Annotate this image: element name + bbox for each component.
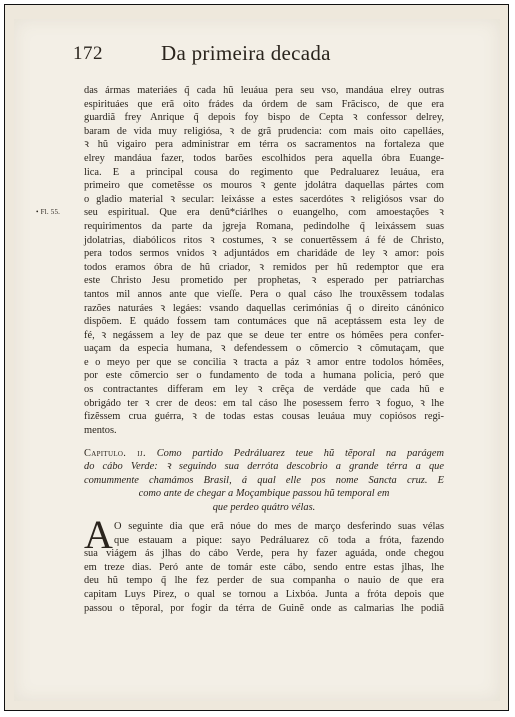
text-line: deu hũ tempo q̃ lhe fez perder de sua companha o nauio de que era bbox=[84, 575, 444, 587]
text-line: dispõem. E quádo fossem tam contumáces que nã aceptássem esta ley de bbox=[84, 316, 444, 328]
running-title: Da primeira decada bbox=[161, 41, 331, 65]
text-line: ꝛ hũ vigairo pera administrar em térra os sacramentos na fortaleza que bbox=[84, 139, 444, 151]
text-line: que estauam a pique: sayo Pedráluarez cõ toda a fróta, fazendo bbox=[114, 534, 444, 546]
text-line: tantos mil annos ante que vieſſe. Pera o qual cáso lhe trouxẽssem todalas bbox=[84, 288, 444, 300]
text-line: por este cõmercio ser o fundamento de toda a humana policia, peró que bbox=[84, 370, 444, 382]
body-paragraph-1 bbox=[84, 84, 444, 437]
text-line: pera todos sermos vnidos ꝛ adjuntádos em charidáde de ley ꝛ amor: pois bbox=[84, 248, 444, 260]
margin-note: • Fl. 55. bbox=[36, 208, 61, 216]
text-line: passou o tẽporal, por fogir da térra de Guinẽ onde as calmarias lhe podiã bbox=[84, 602, 444, 614]
text-line: primeiro que cometẽsse os mouros ꝛ gente jdolátra daquellas pártes com bbox=[84, 180, 444, 192]
text-line: O seguinte dia que erã nóue do mes de março desferindo suas vélas bbox=[114, 521, 444, 532]
text-line: espirituáes que erã oito frádes da órdem de sam Frãcisco, de que era bbox=[84, 98, 444, 110]
text-line: baram de vida muy religiósa, ꝛ de grã prudencia: com mais oito capelláes, bbox=[84, 125, 444, 137]
chapter-title-line: que perdeo quátro vélas. bbox=[212, 501, 316, 513]
text-line: uaçam da especia humana, ꝛ defendessem o cõmercio ꝛ cõmutaçam, que bbox=[84, 343, 444, 355]
text-line: este Christo Jesu prometido per prophetas, ꝛ esperado per patriarchas bbox=[84, 275, 444, 287]
text-line: razões naturáes ꝛ legáes: vsando daquellas cerimónias q̃ o direito cánónico bbox=[84, 302, 444, 314]
text-line: obrigádo ter ꝛ crer de deos: em tal cáso lhe posessem ferro ꝛ foguo, ꝛ lhe bbox=[84, 397, 444, 409]
text-line: elrey mandáua fazer, todos barões escolhidos pera aquella óbra Euange- bbox=[84, 152, 444, 164]
text-line: e o meyo per que se concilia ꝛ tracta a páz ꝛ amor entre todolos hómẽes, bbox=[84, 356, 444, 368]
text-line: seu espiritual. Que era denũ*ciárlhes o euangelho, com amoestações ꝛ bbox=[84, 207, 444, 219]
drop-cap: A bbox=[84, 512, 113, 557]
text-line: capitam Luys Pirez, o qual se tornou a Lixbóa. Junta a fróta depois que bbox=[84, 588, 444, 600]
scan-frame bbox=[4, 4, 509, 711]
text-line: guardiã frey Anrique q̃ depois foy bispo de Cepta ꝛ confessor delrey, bbox=[84, 112, 444, 124]
page-number: 172 bbox=[73, 43, 103, 64]
text-line: mentos. bbox=[84, 424, 117, 436]
chapter-title-line: como ante de chegar a Moçambique passou hũ temporal em bbox=[138, 488, 390, 500]
chapter-heading bbox=[84, 447, 444, 514]
text-line: lica. E a principal cousa do regimento que Pedraluarez leuáua, era bbox=[84, 166, 444, 178]
text-line: o gladio material ꝛ secular: leixásse a estes sacerdótes ꝛ religiósos vsar do bbox=[84, 193, 444, 205]
text-line: fé, ꝛ negássem a ley de paz que se deue ter entre os hómẽes pera confer- bbox=[84, 329, 444, 341]
text-line: sua viágem ás jlhas do cábo Verde, pera hy fazer aguáda, onde chegou bbox=[84, 548, 444, 560]
chapter-title-line: comummente chamámos Brasil, á qual elle pos nome Sancta cruz. E bbox=[84, 474, 444, 486]
text-line: fizẽssem crua guérra, ꝛ de todas estas cousas leuáua muy copiósos regi- bbox=[84, 411, 444, 423]
chapter-title-line: do cábo Verde: ꝛ seguindo sua derróta descobrio a grande térra a que bbox=[84, 461, 444, 473]
chapter-label: Capitulo. ij. bbox=[84, 448, 146, 459]
text-line: todos eramos óbra de hũ criador, ꝛ remidos per hũ redemptor que era bbox=[84, 261, 444, 273]
text-line: os contractantes differam em ley ꝛ crẽça de verdáde que cada hũ e bbox=[84, 384, 444, 396]
text-line: jdolatrias, diabólicos ritos ꝛ costumes, ꝛ se conuertẽssem á fé de Christo, bbox=[84, 234, 444, 246]
text-line: das ármas materiáes q̃ cada hũ leuáua pera seu vso, mandáua elrey outras bbox=[84, 85, 444, 96]
page-header bbox=[73, 43, 433, 75]
chapter-title-line: Como partido Pedráluarez teue hũ tẽporal na parágem bbox=[156, 448, 444, 459]
text-line: requirimentos da parte da jgreja Romana, pedindolhe q̃ leixássem suas bbox=[84, 220, 444, 232]
text-line: em treze dias. Peró ante de tomár este cábo, sendo entre estas jlhas, lhe bbox=[84, 561, 444, 573]
body-paragraph-2 bbox=[84, 520, 444, 615]
